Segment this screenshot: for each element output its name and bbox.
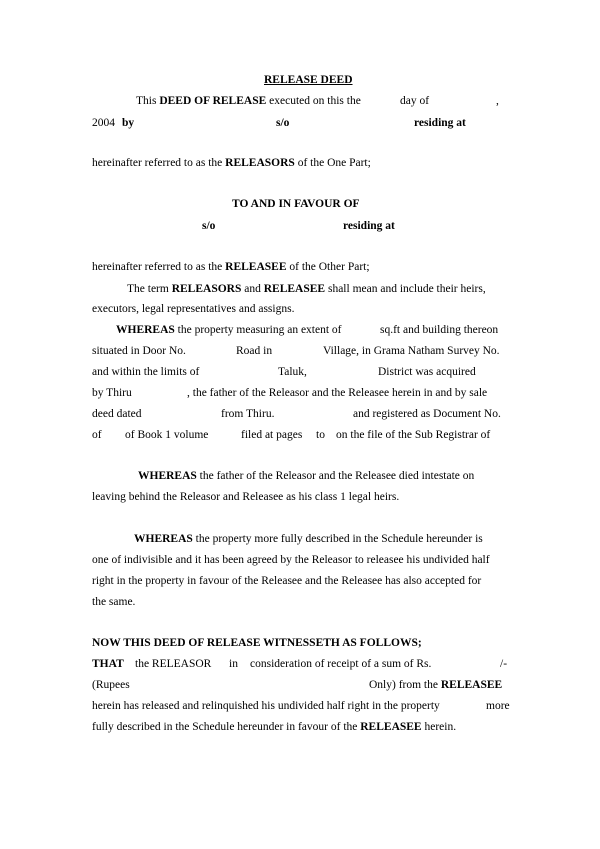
comma: ,: [496, 95, 499, 107]
text-run: the father of the Releasor and the Releasee died intestate on: [196, 470, 475, 482]
so-label: s/o: [276, 117, 290, 129]
whereas1-to: to: [316, 429, 325, 441]
whereas1-limits: and within the limits of: [92, 366, 200, 378]
whereas3-line-4: the same.: [92, 596, 136, 608]
bold-term: RELEASEE: [440, 679, 503, 691]
day-of-label: day of: [400, 95, 430, 107]
whereas1-of: of: [92, 429, 102, 441]
whereas1-district: District was acquired: [378, 366, 476, 378]
whereas1-line-1: [116, 323, 342, 337]
text-run: The term: [127, 283, 172, 295]
residing-at-label: residing at: [414, 117, 466, 129]
whereas1-father: , the father of the Releasor and the Releasee herein in and by sale: [187, 387, 488, 399]
witnesseth-line-3: herein has released and relinquished his undivided half right in the property: [92, 700, 440, 712]
text-run: and: [241, 283, 264, 295]
whereas1-document-no: and registered as Document No.: [353, 408, 501, 420]
bold-term: WHEREAS: [116, 324, 175, 336]
bold-term: DEED OF RELEASE: [159, 95, 267, 107]
in-word: in: [229, 658, 238, 670]
that-label: THAT: [92, 658, 124, 670]
whereas1-thiru: by Thiru: [92, 387, 132, 399]
releasee-definition: [92, 260, 370, 274]
bold-term: RELEASEE: [225, 261, 287, 273]
whereas1-door: situated in Door No.: [92, 345, 186, 357]
text-run: the property measuring an extent of: [174, 324, 342, 336]
only-from-releasee: [369, 678, 502, 692]
text-run: the property more fully described in the Schedule hereunder is: [192, 533, 483, 545]
whereas2-line-1: [138, 469, 474, 483]
text-run: This: [136, 95, 160, 107]
so-label: s/o: [202, 220, 216, 232]
bold-term: RELEASEE: [360, 721, 422, 733]
term-line-2: executors, legal representatives and assigns.: [92, 303, 295, 315]
residing-at-label: residing at: [343, 220, 395, 232]
by-label: by: [122, 117, 135, 129]
rupees-label: (Rupees: [92, 679, 130, 691]
releasors-definition: [92, 156, 371, 170]
text-run: Only) from the: [369, 679, 441, 691]
whereas1-from-thiru: from Thiru.: [221, 408, 275, 420]
amount-suffix: /-: [500, 658, 508, 670]
bold-term: RELEASEE: [263, 283, 326, 295]
whereas2-line-2: leaving behind the Releasor and Releasee as his class 1 legal heirs.: [92, 491, 400, 503]
year: 2004: [92, 117, 115, 129]
text-run: fully described in the Schedule hereunder in favour of the: [92, 721, 361, 733]
text-run: hereinafter referred to as the: [92, 157, 226, 169]
deed-intro-line-1: [136, 94, 361, 108]
document-title: RELEASE DEED: [264, 74, 353, 86]
witnesseth-heading: NOW THIS DEED OF RELEASE WITNESSETH AS FOLLOWS;: [92, 637, 422, 649]
text-run: hereinafter referred to as the: [92, 261, 226, 273]
whereas1-village: Village, in Grama Natham Survey No.: [323, 345, 500, 357]
text-run: executed on this the: [266, 95, 361, 107]
whereas1-deed-dated: deed dated: [92, 408, 142, 420]
whereas3-line-3: right in the property in favour of the Releasee and the Releasee has also accepted for: [92, 575, 482, 587]
bold-term: WHEREAS: [138, 470, 197, 482]
text-run: herein.: [421, 721, 457, 733]
whereas1-road: Road in: [236, 345, 273, 357]
whereas1-pages: filed at pages: [241, 429, 303, 441]
bold-term: RELEASORS: [171, 283, 242, 295]
bold-term: WHEREAS: [134, 533, 193, 545]
bold-term: RELEASORS: [225, 157, 295, 169]
witnesseth-line-4: [92, 720, 456, 734]
whereas3-line-2: one of indivisible and it has been agreed by the Releasor to releasee his undivided half: [92, 554, 490, 566]
consideration-text: consideration of receipt of a sum of Rs.: [250, 658, 432, 670]
whereas1-taluk: Taluk,: [278, 366, 307, 378]
term-line-1: [127, 282, 486, 296]
text-run: shall mean and include their heirs,: [325, 283, 486, 295]
more-word: more: [486, 700, 510, 712]
whereas1-book: of Book 1 volume: [125, 429, 209, 441]
whereas1-sub-registrar: on the file of the Sub Registrar of: [336, 429, 491, 441]
whereas1-sqft: sq.ft and building thereon: [380, 324, 499, 336]
the-releasor: the RELEASOR: [135, 658, 212, 670]
text-run: of the One Part;: [294, 157, 371, 169]
whereas3-line-1: [134, 532, 483, 546]
favour-heading: TO AND IN FAVOUR OF: [232, 198, 360, 210]
text-run: of the Other Part;: [286, 261, 370, 273]
